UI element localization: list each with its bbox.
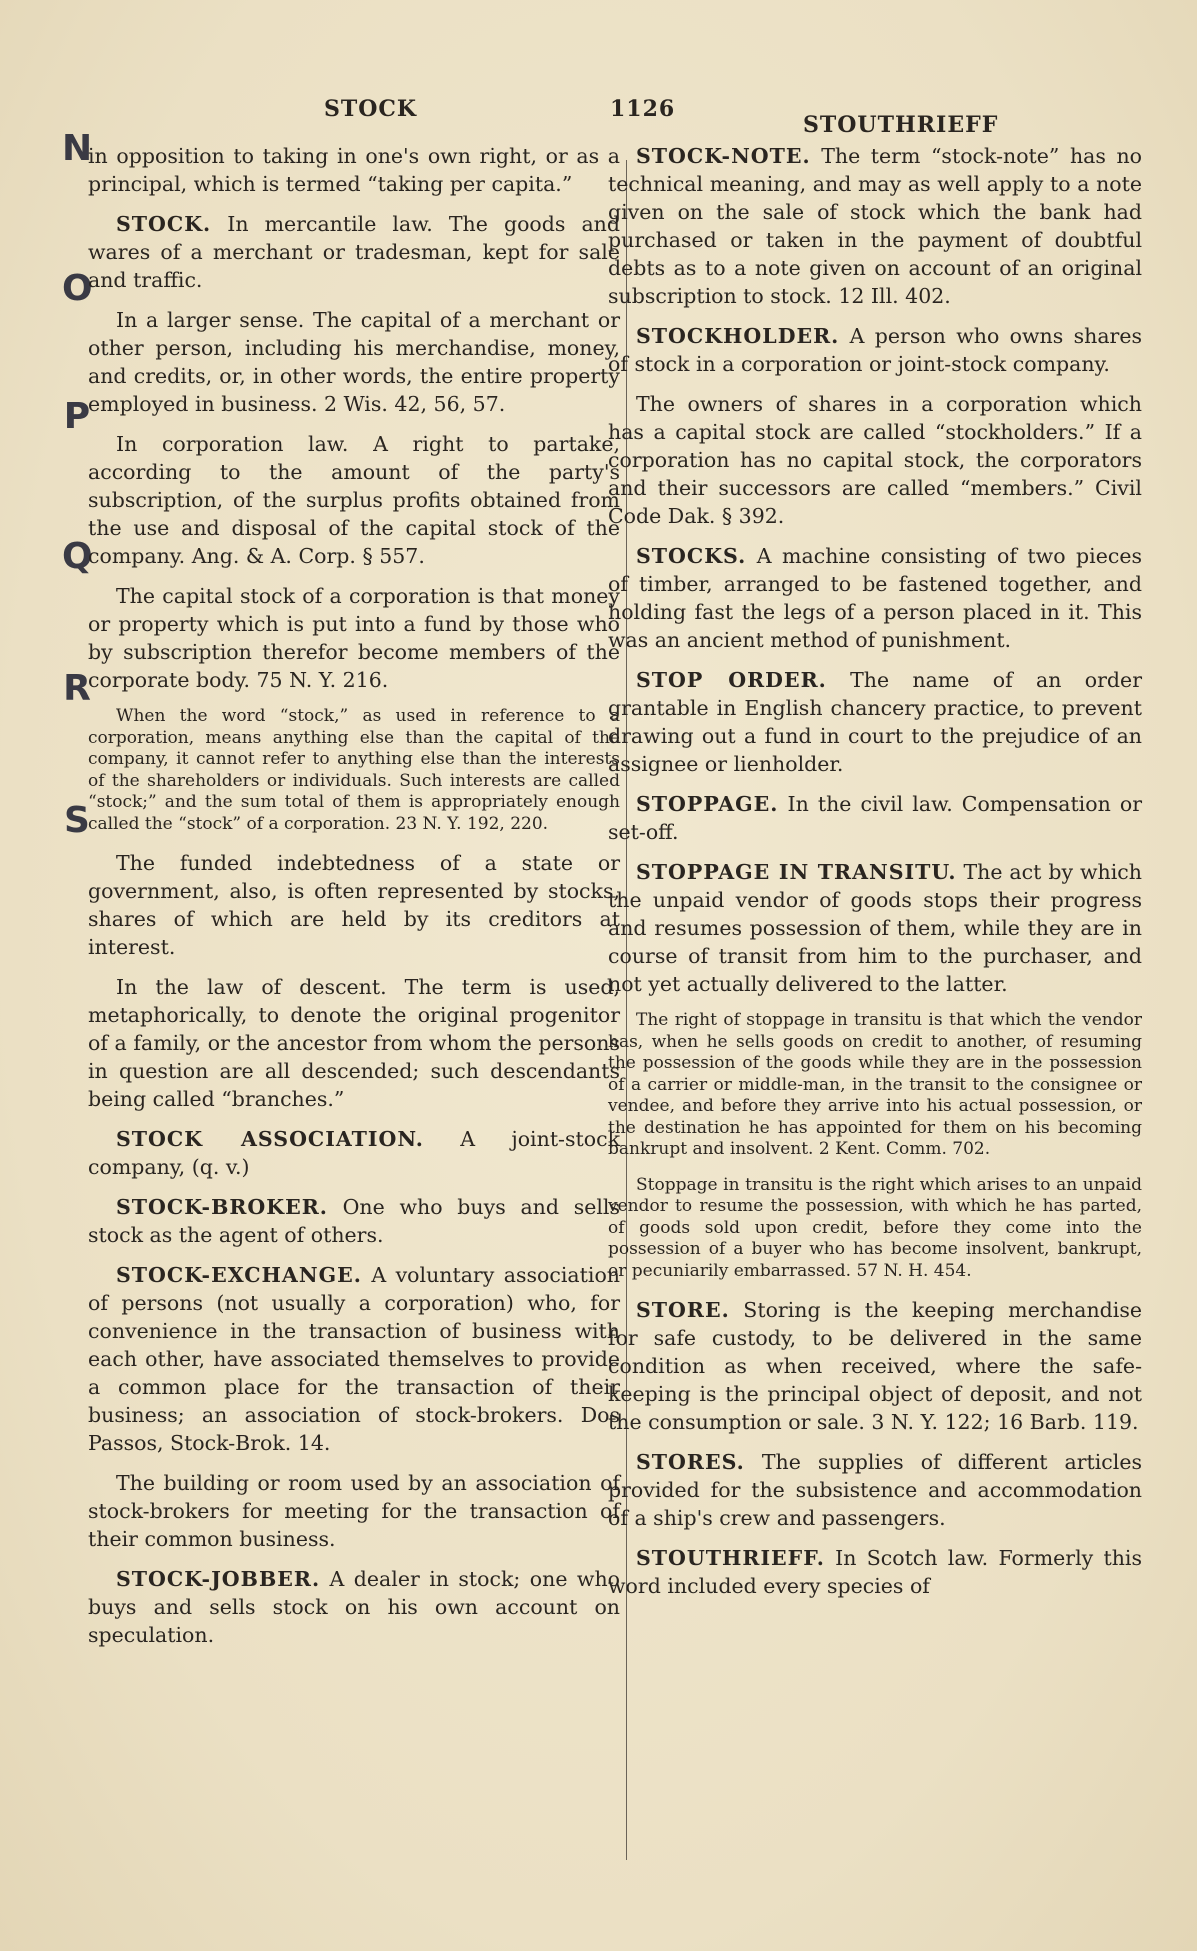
paragraph [88, 706, 620, 835]
paragraph [88, 582, 620, 694]
entry-headword: STOCKS. [636, 544, 747, 568]
paragraph [88, 306, 620, 418]
entry-text: In the law of descent. The term is used, metaphorically, to denote the original progenitor of a family, or the ancestor from whom the persons in question are all descended; such descendants being called “branches.” [88, 975, 620, 1111]
entry-text: A voluntary association of persons (not usually a corporation) who, for convenience in the transaction of business with each other, have associated themselves to provide a common place for the transaction of their business; an association of stock-brokers. Dos Passos, Stock-Brok. 14. [88, 1263, 620, 1455]
entry-text: In Scotch law. Formerly this word included every species of [608, 1546, 1142, 1598]
entry-text: In corporation law. A right to partake, according to the amount of the party's subscription, of the surplus profits obtained from the use and disposal of the capital stock of the company. Ang. & A. Corp. § 557. [88, 432, 620, 568]
entry-text: Storing is the keeping merchandise for safe custody, to be delivered in the same condition as when received, where the safe-keeping is the principal object of deposit, and not the consumption or sale. 3 N. Y. 122; 16 Barb. 119. [608, 1298, 1142, 1434]
entry-text: The building or room used by an association of stock-brokers for meeting for the transaction of their common business. [88, 1471, 620, 1551]
entry-stoppage-in-transitu [608, 858, 1142, 998]
paragraph [608, 1010, 1142, 1161]
paragraph [88, 1469, 620, 1553]
entry-stockholder [608, 322, 1142, 378]
entry-stoppage [608, 790, 1142, 846]
entry-text: The funded indebtedness of a state or government, also, is often represented by stocks, shares of which are held by its creditors at interest. [88, 851, 620, 959]
thumb-index-letter-o: O [62, 268, 93, 309]
thumb-index-letter-s: S [64, 800, 90, 841]
entry-store [608, 1296, 1142, 1436]
entry-text: The owners of shares in a corporation which has a capital stock are called “stockholders.” If a corporation has no capital stock, the corporators and their successors are called “members.” Civil Code Dak. § 392. [608, 392, 1142, 528]
entry-text: The act by which the unpaid vendor of goods stops their progress and resumes possession of them, while they are in course of transit from him to the purchaser, and not yet actually delivered to the latter. [608, 860, 1142, 996]
entry-text: A person who owns shares of stock in a corporation or joint-stock company. [608, 324, 1142, 376]
entry-text: The term “stock-note” has no technical meaning, and may as well apply to a note given on the sale of stock which the bank had purchased or taken in the payment of doubtful debts as to a note given on account of an original subscription to stock. 12 Ill. 402. [608, 144, 1142, 308]
entry-text: In mercantile law. The goods and wares of a merchant or tradesman, kept for sale and traffic. [88, 212, 620, 292]
entry-headword: STOCKHOLDER. [636, 324, 840, 348]
entry-text: The name of an order grantable in English chancery practice, to prevent drawing out a fund in court to the prejudice of an assignee or lienholder. [608, 668, 1142, 776]
running-head-left: STOCK [324, 96, 418, 122]
paragraph [88, 849, 620, 961]
entry-stouthrieff [608, 1544, 1142, 1600]
entry-stock [88, 210, 620, 294]
entry-headword: STOCK-NOTE. [636, 144, 811, 168]
entry-text: The right of stoppage in transitu is that which the vendor has, when he sells goods on credit to another, of resuming the possession of the goods while they are in the possession of a carrier or middle-man, in the transit to the consignee or vendee, and before they arrive into his actual possession, or the destination he has appointed for them on his becoming bankrupt and insolvent. 2 Kent. Comm. 702. [608, 1010, 1142, 1159]
entry-headword: STOP ORDER. [636, 668, 827, 692]
entry-headword: STOCK-BROKER. [116, 1195, 328, 1219]
paragraph [608, 390, 1142, 530]
entry-text: Stoppage in transitu is the right which arises to an unpaid vendor to resume the possession, with which he has parted, of goods sold upon credit, before they come into the possession of a buyer who has become insolvent, bankrupt, or pecuniarily embarrassed. 57 N. H. 454. [608, 1174, 1142, 1281]
running-head-right: STOUTHRIEFF [803, 112, 999, 138]
entry-headword: STOUTHRIEFF. [636, 1546, 825, 1570]
paragraph [88, 430, 620, 570]
entry-text: In a larger sense. The capital of a merchant or other person, including his merchandise, money, and credits, or, in other words, the entire property employed in business. 2 Wis. 42, 56, 57. [88, 308, 620, 416]
entry-stock-exchange [88, 1261, 620, 1457]
thumb-index-letter-n: N [62, 128, 93, 169]
thumb-index-letter-p: P [63, 396, 91, 437]
entry-headword: STORES. [636, 1450, 745, 1474]
entry-text: in opposition to taking in one's own right, or as a principal, which is termed “taking per capita.” [88, 144, 620, 196]
paragraph [88, 973, 620, 1113]
entry-stock-broker [88, 1193, 620, 1249]
entry-headword: STOPPAGE IN TRANSITU. [636, 860, 957, 884]
entry-text: A joint-stock company, (q. v.) [88, 1127, 620, 1179]
entry-stock-note [608, 142, 1142, 310]
entry-text: The supplies of different articles provided for the subsistence and accommodation of a ship's crew and passengers. [608, 1450, 1142, 1530]
entry-text: One who buys and sells stock as the agent of others. [88, 1195, 620, 1247]
thumb-index-letter-q: Q [62, 536, 93, 577]
entry-stop-order [608, 666, 1142, 778]
thumb-index-letter-r: R [63, 668, 91, 709]
page-number: 1126 [610, 96, 676, 122]
entry-headword: STOPPAGE. [636, 792, 779, 816]
entry-headword: STOCK ASSOCIATION. [116, 1127, 424, 1151]
entry-headword: STOCK. [116, 212, 212, 236]
entry-headword: STORE. [636, 1298, 730, 1322]
entry-stock-jobber [88, 1565, 620, 1649]
left-column [88, 142, 620, 1661]
entry-stocks [608, 542, 1142, 654]
entry-stock-association [88, 1125, 620, 1181]
entry-headword: STOCK-JOBBER. [116, 1567, 321, 1591]
paragraph [88, 142, 620, 198]
entry-text: A dealer in stock; one who buys and sells stock on his own account on speculation. [88, 1567, 620, 1647]
entry-text: In the civil law. Compensation or set-off. [608, 792, 1142, 844]
right-column [608, 142, 1142, 1612]
entry-text: A machine consisting of two pieces of timber, arranged to be fastened together, and holding fast the legs of a person placed in it. This was an ancient method of punishment. [608, 544, 1142, 652]
entry-text: The capital stock of a corporation is that money or property which is put into a fund by those who by subscription therefor become members of the corporate body. 75 N. Y. 216. [88, 584, 620, 692]
entry-stores [608, 1448, 1142, 1532]
entry-text: When the word “stock,” as used in reference to a corporation, means anything else than the capital of the company, it cannot refer to anything else than the interests of the shareholders or individuals. Such interests are called “stock;” and the sum total of them is appropriately enough called the “stock” of a corporation. 23 N. Y. 192, 220. [88, 706, 620, 834]
entry-headword: STOCK-EXCHANGE. [116, 1263, 362, 1287]
paragraph [608, 1175, 1142, 1283]
